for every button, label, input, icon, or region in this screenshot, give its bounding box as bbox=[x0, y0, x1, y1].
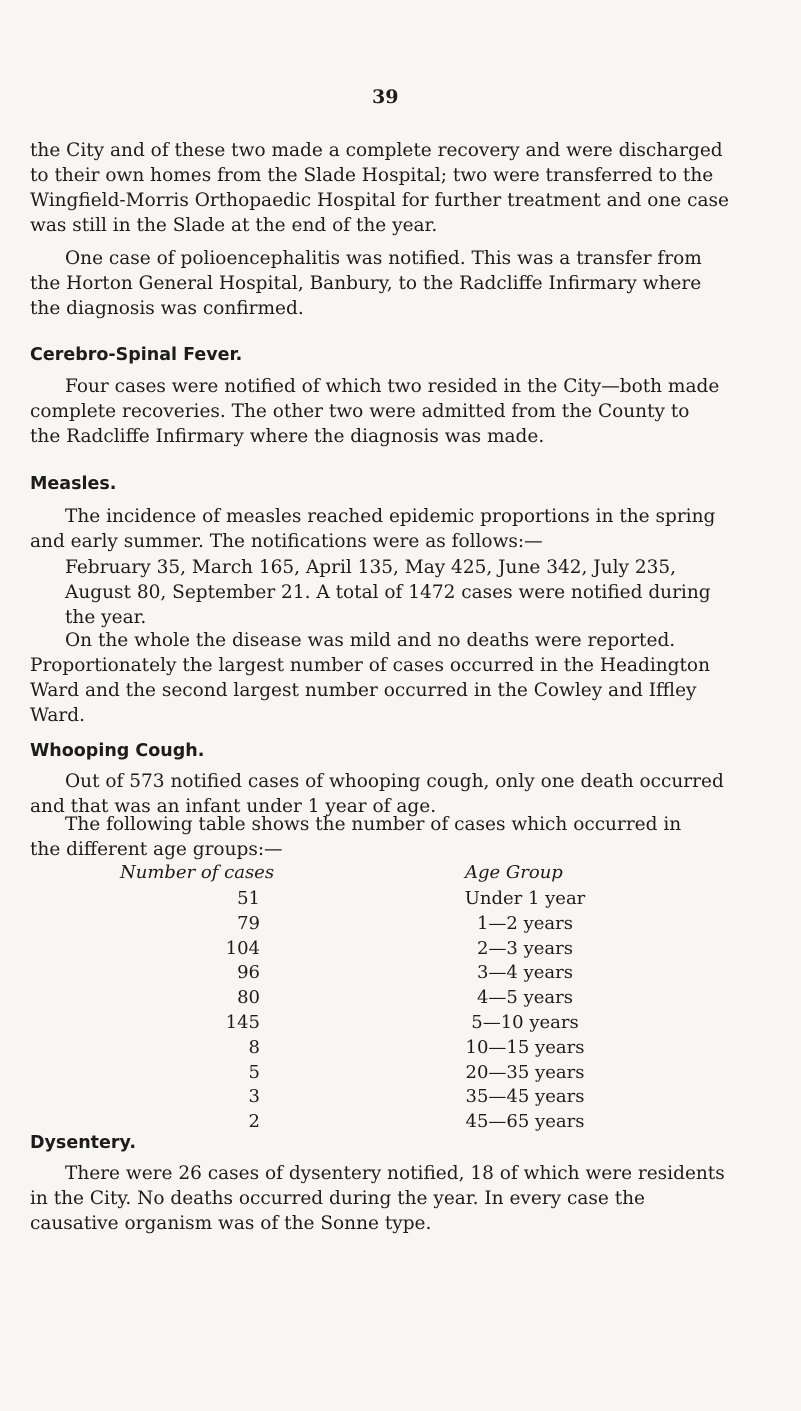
whooping-cough-heading: Whooping Cough. bbox=[30, 741, 205, 761]
table-cell-age-group: 35—45 years bbox=[465, 1086, 585, 1108]
text-line: Ward and the second largest number occurred in the Cowley and Iffley bbox=[30, 680, 697, 701]
text-line: the diagnosis was confirmed. bbox=[30, 298, 304, 319]
table-header-age-group: Age Group bbox=[465, 862, 563, 883]
text-line: the year. bbox=[65, 607, 147, 628]
cerebro-paragraph bbox=[30, 374, 744, 449]
table-cell-cases: 5 bbox=[248, 1061, 260, 1083]
text-line: and early summer. The notifications were as follows:— bbox=[30, 531, 543, 552]
text-line: Wingfield-Morris Orthopaedic Hospital for further treatment and one case bbox=[30, 190, 729, 211]
text-line: On the whole the disease was mild and no deaths were reported. bbox=[65, 630, 676, 651]
text-line: There were 26 cases of dysentery notified, 18 of which were residents bbox=[65, 1163, 725, 1184]
text-line: to their own homes from the Slade Hospital; two were transferred to the bbox=[30, 165, 714, 186]
cases-column bbox=[150, 887, 260, 1135]
table-cell-cases: 51 bbox=[237, 888, 260, 909]
text-line: the Horton General Hospital, Banbury, to the Radcliffe Infirmary where bbox=[30, 273, 702, 294]
measles-paragraph-1 bbox=[30, 504, 744, 554]
text-line: Out of 573 notified cases of whooping cough, only one death occurred bbox=[65, 771, 724, 792]
dysentery-heading: Dysentery. bbox=[30, 1133, 136, 1153]
intro-paragraph bbox=[30, 138, 744, 238]
text-line: causative organism was of the Sonne type. bbox=[30, 1213, 432, 1234]
text-line: August 80, September 21. A total of 1472 cases were notified during bbox=[65, 582, 711, 603]
table-cell-cases: 145 bbox=[225, 1011, 260, 1033]
text-line: Ward. bbox=[30, 705, 86, 726]
text-line: The following table shows the number of cases which occurred in bbox=[65, 814, 682, 835]
measles-paragraph-2 bbox=[30, 628, 744, 728]
text-line: the different age groups:— bbox=[30, 839, 283, 860]
text-line: and that was an infant under 1 year of age. bbox=[30, 796, 437, 817]
measles-heading: Measles. bbox=[30, 474, 117, 494]
table-cell-age-group: 10—15 years bbox=[465, 1036, 585, 1058]
table-cell-age-group: Under 1 year bbox=[464, 888, 586, 909]
text-line: February 35, March 165, April 135, May 425, June 342, July 235, bbox=[65, 557, 677, 578]
page-number: 39 bbox=[372, 86, 399, 108]
dysentery-paragraph bbox=[30, 1161, 744, 1236]
table-cell-age-group: 1—2 years bbox=[476, 912, 574, 934]
cerebro-spinal-heading: Cerebro-Spinal Fever. bbox=[30, 345, 243, 365]
table-cell-age-group: 45—65 years bbox=[465, 1111, 585, 1133]
table-cell-cases: 79 bbox=[237, 912, 260, 934]
text-line: the City and of these two made a complete recovery and were discharged bbox=[30, 140, 723, 161]
text-line: Proportionately the largest number of cases occurred in the Headington bbox=[30, 655, 710, 676]
table-cell-age-group: 20—35 years bbox=[465, 1061, 585, 1083]
table-cell-age-group: 3—4 years bbox=[476, 962, 574, 984]
polio-paragraph bbox=[30, 246, 744, 321]
table-cell-age-group: 5—10 years bbox=[471, 1011, 579, 1033]
text-line: The incidence of measles reached epidemic proportions in the spring bbox=[65, 506, 716, 527]
text-line: One case of polioencephalitis was notified. This was a transfer from bbox=[65, 248, 702, 269]
text-line: complete recoveries. The other two were admitted from the County to bbox=[30, 401, 690, 422]
table-cell-cases: 8 bbox=[248, 1036, 260, 1058]
table-cell-cases: 3 bbox=[248, 1086, 260, 1108]
text-line: Four cases were notified of which two resided in the City—both made bbox=[65, 376, 720, 397]
table-cell-age-group: 4—5 years bbox=[476, 987, 574, 1009]
text-line: was still in the Slade at the end of the year. bbox=[30, 215, 438, 236]
text-line: in the City. No deaths occurred during the year. In every case the bbox=[30, 1188, 646, 1209]
table-cell-cases: 104 bbox=[225, 937, 260, 959]
table-header-cases: Number of cases bbox=[120, 862, 275, 883]
table-cell-age-group: 2—3 years bbox=[476, 937, 574, 959]
text-line: the Radcliffe Infirmary where the diagnosis was made. bbox=[30, 426, 545, 447]
age-group-column bbox=[440, 887, 610, 1135]
table-cell-cases: 2 bbox=[248, 1111, 260, 1133]
whooping-paragraph-2 bbox=[30, 812, 744, 862]
table-cell-cases: 96 bbox=[237, 962, 260, 984]
table-cell-cases: 80 bbox=[237, 987, 260, 1009]
measles-notifications bbox=[65, 555, 744, 630]
